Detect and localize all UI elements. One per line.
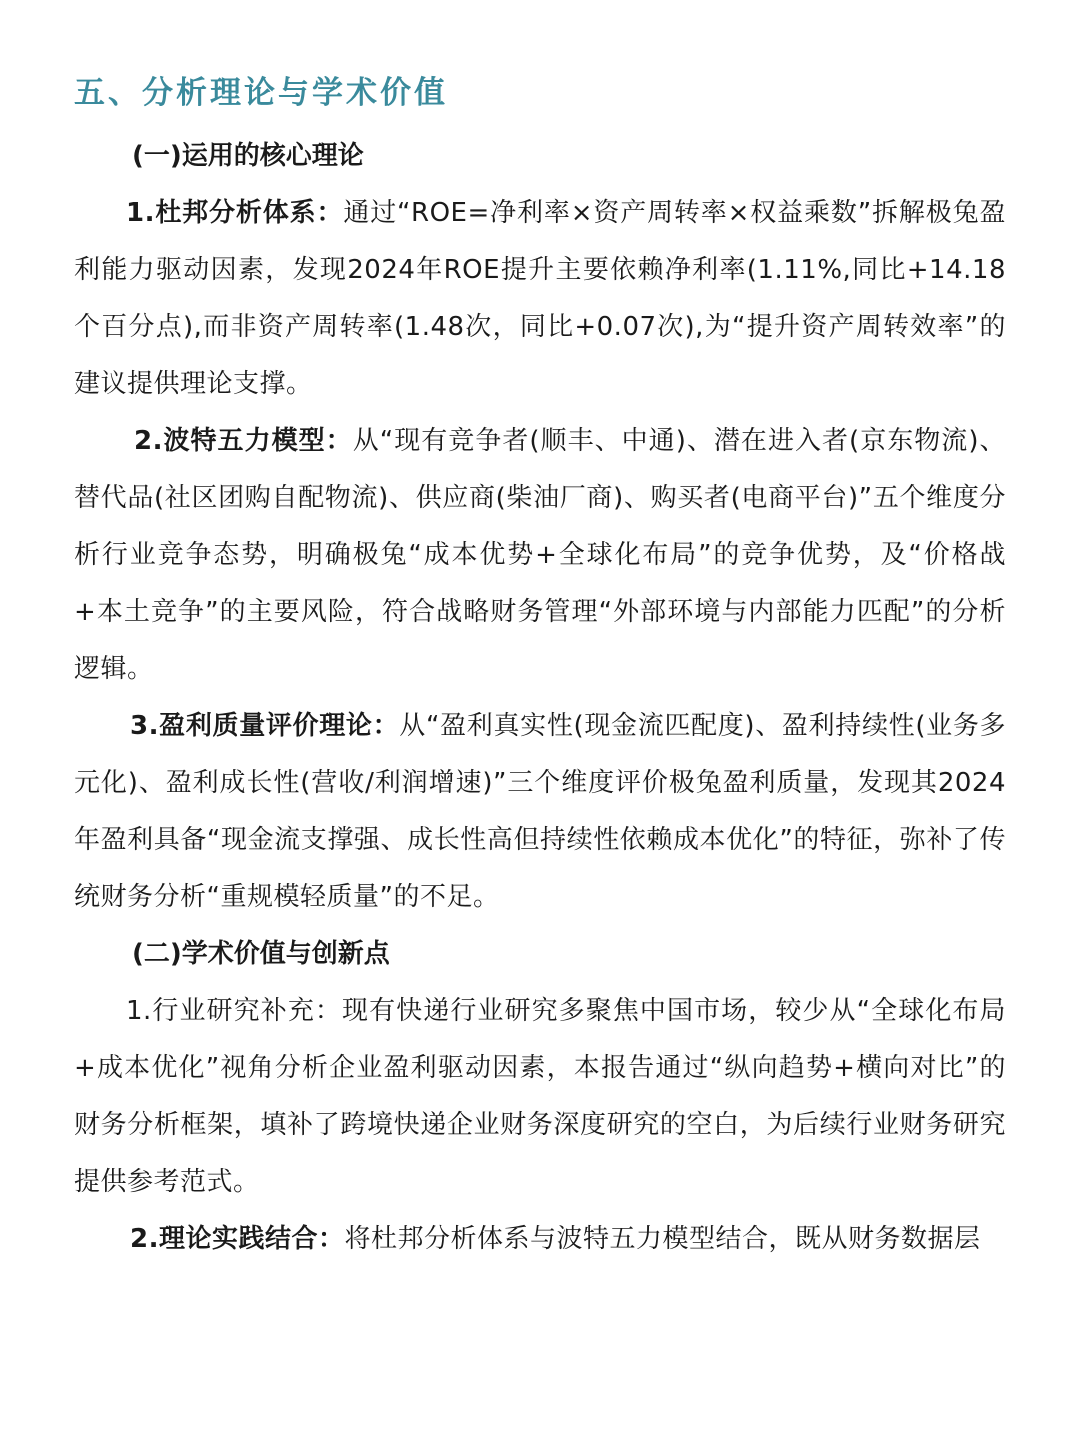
paragraph-lead: 1.杜邦分析体系： [126,198,344,228]
paragraph-porter-five-forces [74,413,1006,698]
paragraph-body: 从“盈利真实性(现金流匹配度)、盈利持续性(业务多元化)、盈利成长性(营收/利润增速)”三个维度评价极兔盈利质量，发现其2024年盈利具备“现金流支撑强、成长性高但持续性依赖成本优化”的特征，弥补了传统财务分析“重规模轻质量”的不足。 [74,711,1007,912]
paragraph-body: 通过“ROE=净利率×资产周转率×权益乘数”拆解极兔盈利能力驱动因素，发现2024年ROE提升主要依赖净利率(1.11%,同比+14.18个百分点),而非资产周转率(1.48次，同比+0.07次),为“提升资产周转效率”的建议提供理论支撑。 [74,198,1006,399]
paragraph-body: 1.行业研究补充：现有快递行业研究多聚焦中国市场，较少从“全球化布局+成本优化”视角分析企业盈利驱动因素，本报告通过“纵向趋势+横向对比”的财务分析框架，填补了跨境快递企业财务深度研究的空白，为后续行业财务研究提供参考范式。 [74,996,1006,1197]
paragraph-dupont [74,185,1006,413]
paragraph-lead: 2.波特五力模型： [134,426,353,456]
subheading-core-theories: (一)运用的核心理论 [132,141,364,171]
paragraph-body: 从“现有竞争者(顺丰、中通)、潜在进入者(京东物流)、替代品(社区团购自配物流)、供应商(柴油厂商)、购买者(电商平台)”五个维度分析行业竞争态势，明确极兔“成本优势+全球化布局”的竞争优势，及“价格战+本土竞争”的主要风险，符合战略财务管理“外部环境与内部能力匹配”的分析逻辑。 [74,426,1007,684]
paragraph-lead: 2.理论实践结合： [130,1224,345,1254]
paragraph-earnings-quality [74,698,1006,926]
paragraph-industry-research [74,983,1006,1211]
section-title: 五、分析理论与学术价值 [74,75,448,111]
paragraph-theory-practice [74,1211,1006,1268]
paragraph-body: 将杜邦分析体系与波特五力模型结合，既从财务数据层 [344,1224,981,1254]
paragraph-lead: 3.盈利质量评价理论： [130,711,400,741]
subheading-academic-value: (二)学术价值与创新点 [132,939,390,969]
